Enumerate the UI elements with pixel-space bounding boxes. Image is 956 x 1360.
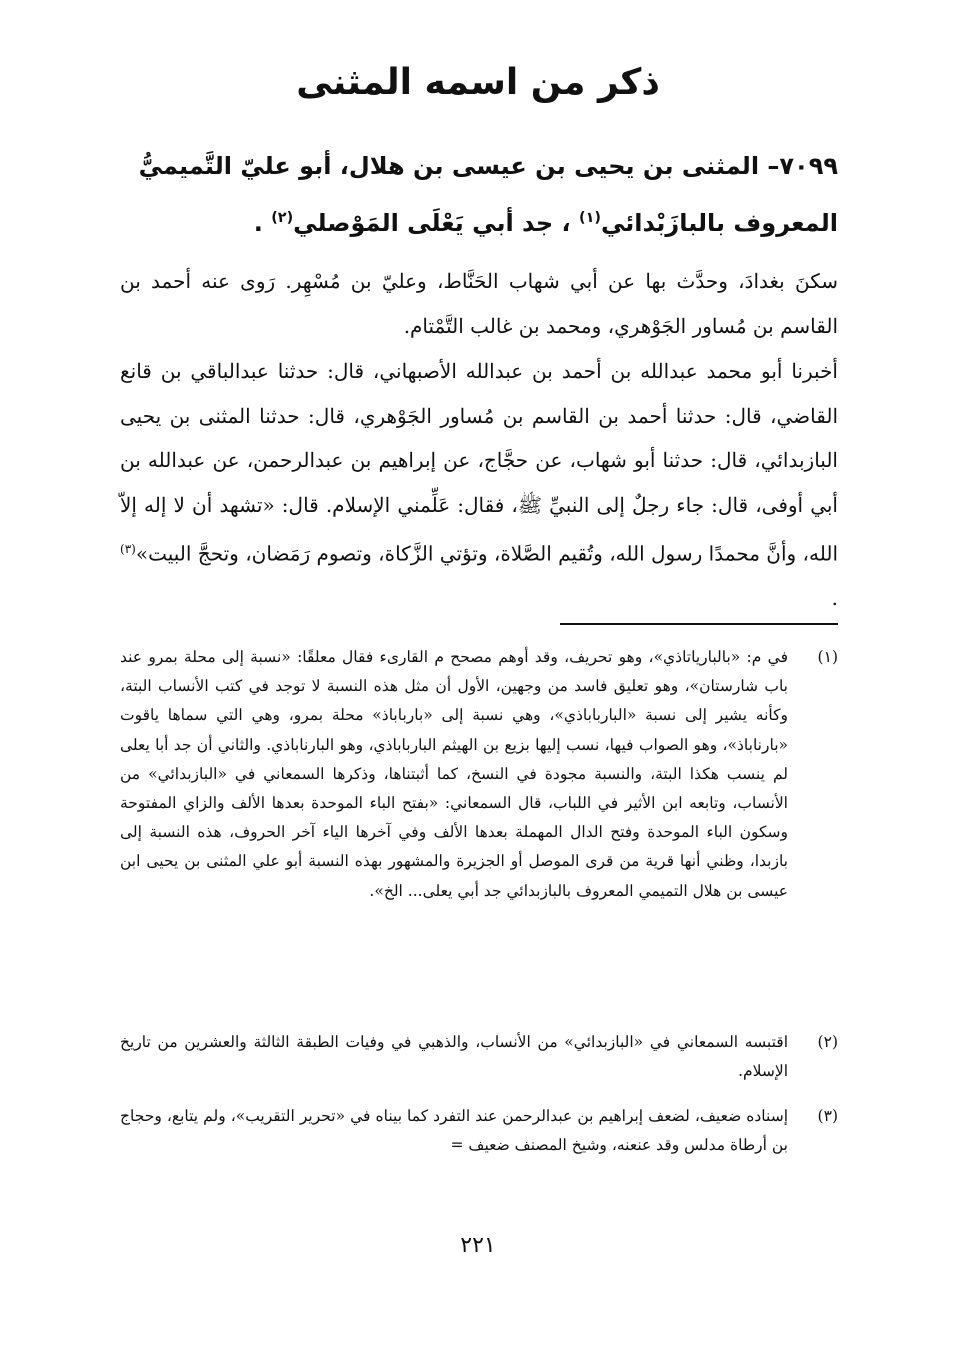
footnote-1 bbox=[120, 643, 838, 906]
biography-paragraph: سكنَ بغدادَ، وحدَّث بها عن أبي شهاب الحَنَّاط، وعليّ بن مُسْهِر. رَوى عنه أحمد بن القاسم بن مُساور الجَوْهري، ومحمد بن غالب التَّمْتام. bbox=[120, 269, 838, 338]
hadith-paragraph bbox=[120, 349, 838, 621]
entry-heading-middle: ، جد أبي يَعْلَى المَوْصلي bbox=[293, 209, 580, 237]
footnote-text: اقتبسه السمعاني في «البازبدائي» من الأنساب، والذهبي في وفيات الطبقة الثالثة والعشرين من تاريخ الإسلام. bbox=[120, 1033, 789, 1081]
entry-heading-text: ٧٠٩٩– المثنى بن يحيى بن عيسى بن هلال، أبو عليّ التَّميميُّ المعروف بالبازَبْدائي bbox=[138, 152, 838, 237]
footnote-ref-3[interactable]: (٣) bbox=[120, 542, 136, 556]
footnote-text: في م: «بالبارياتاذي»، وهو تحريف، وقد أوهم مصحح م القارىء فقال معلقًا: «نسبة إلى محلة بمرو عند باب شارستان»، وهو تعليق فاسد من وجهين، الأول أن مثل هذه النسبة لا توجد في كتب الأنساب البتة، وكأنه يشير إلى نسبة «البارباباذي»، وهي نسبة إلى «بارباباذ» محلة بمرو، وهي التي سماها ياقوت «بارناباذ»، وهو الصواب فيها، نسب إليها بزيع بن الهيثم البارباباذي، وهو البارناباذي. والثاني أن جد أبا يعلى لم ينسب هكذا البتة، والنسبة مجودة في النسخ، كما أثبتناها، وذكرها السمعاني في «البازبدائي» من الأنساب، وتابعه ابن الأثير في اللباب، قال السمعاني: «بفتح الباء الموحدة بعدها الألف والزاي المفتوحة وسكون الباء الموحدة وفتح الدال المهملة بعدها الألف وفي آخرها الياء آخر الحروف، هذه النسبة إلى بازبدا، وظني أنها قرية من قرى الموصل أو الجزيرة والمشهور بهذه النسبة أبو علي المثنى بن يحيى ابن عيسى بن هلال التميمي المعروف بالبازبدائي جد أبي يعلى... الخ». bbox=[120, 648, 788, 900]
footnote-ref-2[interactable]: (٢) bbox=[271, 210, 294, 226]
footnote-text: إسناده ضعيف، لضعف إبراهيم بن عبدالرحمن عند التفرد كما بيناه في «تحرير التقريب»، ولم يتابع، وحجاج بن أرطاة مدلس وقد عنعنه، وشيخ المصنف ضعيف = bbox=[120, 1107, 788, 1155]
entry-heading-end: . bbox=[253, 209, 272, 237]
footnote-number: (٣) bbox=[817, 1107, 838, 1125]
hadith-text: أخبرنا أبو محمد عبدالله بن أحمد بن عبدالله الأصبهاني، قال: حدثنا عبدالباقي بن قانع القاضي، قال: حدثنا أحمد بن القاسم بن مُساور الجَوْهري، قال: حدثنا المثنى بن يحيى البازبدائي، قال: حدثنا أبو شهاب، عن حجَّاج، عن إبراهيم بن عبدالرحمن، عن عبدالله بن أبي أوفى، قال: جاء رجلٌ إلى النبيِّ ﷺ، فقال: عَلِّمني الإسلام. قال: «تشهد أن لا إله إلاّ الله، وأنَّ محمدًا رسول الله، وتُقيم الصَّلاة، وتؤتي الزَّكاة، وتصوم رَمَضان، وتحجَّ البيت» bbox=[120, 359, 838, 566]
section-title: ذكر من اسمه المثنى bbox=[296, 62, 660, 103]
footnote-number: (٢) bbox=[817, 1033, 838, 1051]
footnote-2 bbox=[120, 1028, 838, 1086]
footnote-ref-1[interactable]: (١) bbox=[579, 210, 601, 226]
page-number: ٢٢١ bbox=[460, 1233, 496, 1258]
footnote-divider bbox=[560, 623, 838, 625]
hadith-end: . bbox=[831, 586, 838, 611]
footnote-3 bbox=[120, 1102, 838, 1160]
entry-heading bbox=[120, 140, 838, 249]
footnote-number: (١) bbox=[817, 648, 838, 666]
